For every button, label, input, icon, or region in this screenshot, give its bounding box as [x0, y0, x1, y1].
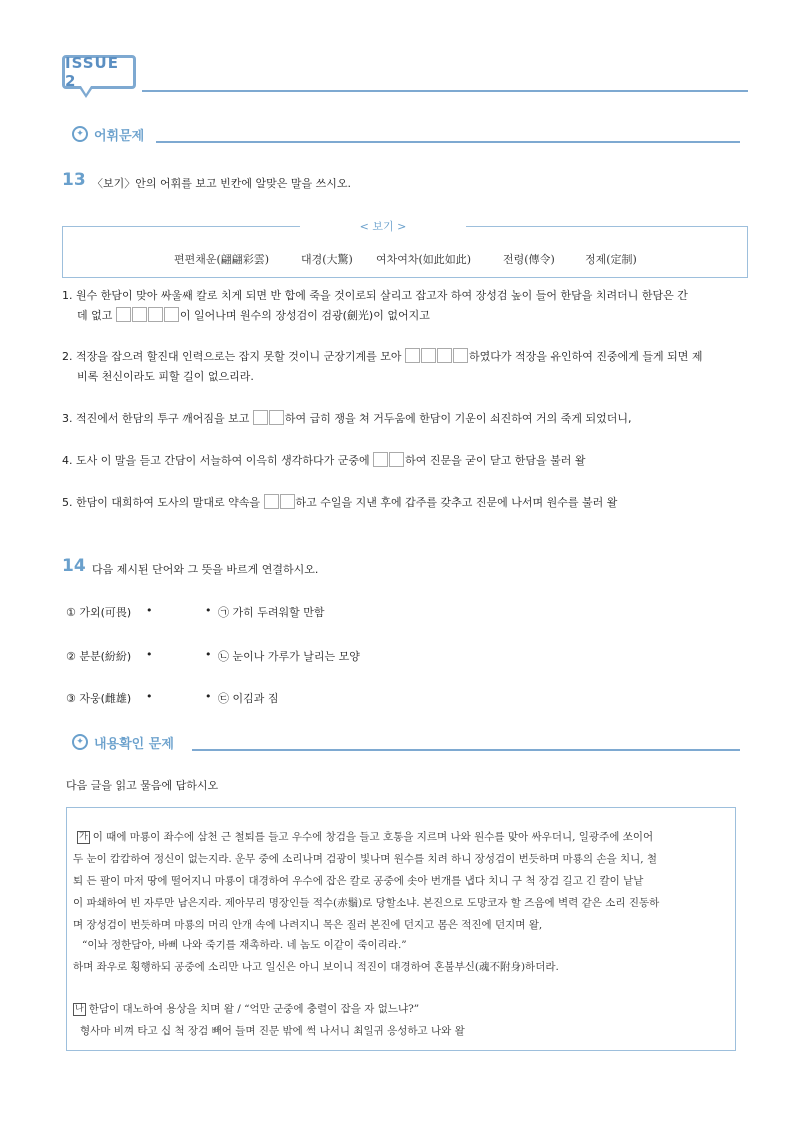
passage-line: 하며 좌우로 횡행하되 공중에 소리만 나고 일신은 아니 보이니 적진이 대경하여 혼불부신(魂不附身)하더라.	[73, 961, 559, 973]
tag-b: 나	[75, 1004, 84, 1014]
match-right-item: ㉡ 눈이나 가루가 날리는 모양	[218, 650, 360, 663]
issue-divider	[142, 90, 748, 92]
passage-line: 형사마 비껴 타고 십 척 장검 빼어 들며 진문 밖에 썩 나서니 최일귀 응성하고 나와 왈	[80, 1025, 465, 1037]
match-dot[interactable]: •	[146, 690, 153, 703]
section2-title: 내용확인 문제	[94, 737, 174, 752]
item-number: 1.	[62, 289, 73, 302]
item-number: 2.	[62, 350, 73, 363]
match-left-item: ③ 자웅(雌雄)	[66, 692, 132, 705]
answer-box[interactable]	[132, 307, 147, 322]
issue-badge	[62, 55, 136, 89]
lightbulb-icon: ✦	[72, 734, 88, 750]
item-text: 적장을 잡으려 할진대 인력으로는 잡지 못할 것이니 군장기계를 모아	[76, 350, 402, 363]
match-dot[interactable]: •	[205, 648, 212, 661]
match-right-item: ㉠ 가히 두려워할 만함	[218, 606, 325, 619]
answer-box[interactable]	[421, 348, 436, 363]
item-number: 3.	[62, 412, 73, 425]
passage-line: 이 파쇄하여 빈 자루만 남은지라. 제아무리 명장인들 적수(赤鬚)로 당할소냐. 본진으로 도망코자 할 즈음에 벽력 같은 소리 진동하	[73, 897, 660, 909]
q13-number: 13	[62, 170, 86, 190]
match-dot[interactable]: •	[205, 690, 212, 703]
q14-number: 14	[62, 556, 86, 576]
match-dot[interactable]: •	[146, 648, 153, 661]
lightbulb-icon: ✦	[72, 126, 88, 142]
answer-box[interactable]	[405, 348, 420, 363]
answer-box[interactable]	[280, 494, 295, 509]
passage-line: 나 한담이 대노하여 용상을 치며 왈 / “억만 군중에 충렬이 잡을 자 없느냐?”	[75, 1003, 420, 1015]
q13-instruction: 〈보기〉안의 어휘를 보고 빈칸에 알맞은 말을 쓰시오.	[92, 177, 351, 190]
item-number: 5.	[62, 496, 73, 509]
match-dot[interactable]: •	[205, 604, 212, 617]
passage-line: 가 이 때에 마룡이 좌수에 삼천 근 철퇴를 들고 우수에 창검을 들고 호통을 지르며 나와 원수를 맞아 싸우더니, 일광주에 쏘이어	[79, 831, 654, 843]
bogi-word: 편편채운(翩翩彩雲)	[174, 253, 270, 266]
bogi-title: < 보기 >	[300, 218, 466, 234]
section1-divider	[156, 141, 740, 143]
q13-item-4	[62, 451, 752, 471]
answer-box[interactable]	[389, 452, 404, 467]
item-text: 한담이 대희하여 도사의 말대로 약속을	[76, 496, 261, 509]
match-right-item: ㉢ 이김과 짐	[218, 692, 279, 705]
item-text: 하여 진문을 굳이 닫고 한담을 불러 왈	[405, 454, 586, 467]
item-text: 비록 천신이라도 피할 길이 없으리라.	[77, 370, 254, 383]
passage-line: 두 눈이 캄캄하여 정신이 없는지라. 운무 중에 소리나며 검광이 빛나며 원수를 치려 하니 장성검이 번듯하며 마룡의 손을 치니, 철	[73, 853, 658, 865]
section2-divider	[192, 749, 740, 751]
item-number: 4.	[62, 454, 73, 467]
q13-item-1	[62, 286, 752, 326]
answer-box[interactable]	[116, 307, 131, 322]
match-left-item: ② 분분(紛紛)	[66, 650, 132, 663]
q13-item-5	[62, 493, 752, 513]
section1-title: 어휘문제	[94, 129, 145, 144]
answer-box[interactable]	[269, 410, 284, 425]
bogi-word: 전령(傳令)	[503, 253, 555, 266]
bogi-word: 대경(大驚)	[301, 253, 353, 266]
item-text: 하여 급히 쟁을 쳐 거두움에 한담이 기운이 쇠진하여 거의 죽게 되었더니,	[284, 412, 632, 425]
match-left-item: ① 가외(可畏)	[66, 606, 132, 619]
tag-a: 가	[79, 832, 88, 842]
answer-box[interactable]	[148, 307, 163, 322]
passage-line: “이놔 정한담아, 바삐 나와 죽기를 재촉하라. 네 놈도 이같이 죽이리라.”	[82, 939, 407, 951]
item-text: 도사 이 말을 듣고 간담이 서늘하여 이윽히 생각하다가 군중에	[76, 454, 370, 467]
answer-box[interactable]	[437, 348, 452, 363]
item-text: 데 없고	[77, 309, 113, 322]
answer-box[interactable]	[253, 410, 268, 425]
item-text: 하였다가 적장을 유인하여 진중에게 들게 되면 제	[469, 350, 703, 363]
answer-box[interactable]	[264, 494, 279, 509]
answer-box[interactable]	[373, 452, 388, 467]
item-text: 원수 한담이 맞아 싸울쌔 칼로 치게 되면 반 합에 죽을 것이로되 살리고 잡고자 하여 장성검 높이 들어 한담을 치려더니 한담은 간	[76, 289, 688, 302]
answer-box[interactable]	[453, 348, 468, 363]
match-dot[interactable]: •	[146, 604, 153, 617]
issue-badge-tail-inner	[81, 86, 91, 94]
q14-instruction: 다음 제시된 단어와 그 뜻을 바르게 연결하시오.	[92, 563, 319, 576]
item-text: 이 일어나며 원수의 장성검이 검광(劍光)이 없어지고	[179, 309, 430, 322]
bogi-word: 정제(定制)	[585, 253, 637, 266]
answer-box[interactable]	[164, 307, 179, 322]
issue-label: ISSUE 2	[65, 54, 119, 90]
passage-line: 퇴 든 팔이 마저 땅에 떨어지니 마룡이 대경하여 우수에 잡은 칼로 공중에 솟아 번개를 냅다 치니 구 척 장검 길고 긴 칼이 낱낱	[73, 875, 644, 887]
passage-line: 며 장성검이 번듯하며 마룡의 머리 안개 속에 나려지니 목은 질러 본진에 던지고 몸은 적진에 던지며 왈,	[73, 919, 543, 931]
item-text: 하고 수일을 지낸 후에 갑주를 갖추고 진문에 나서며 원수를 불러 왈	[295, 496, 618, 509]
q13-item-3	[62, 409, 752, 429]
item-text: 적진에서 한담의 투구 깨어짐을 보고	[76, 412, 250, 425]
reading-instruction: 다음 글을 읽고 물음에 답하시오	[66, 779, 219, 792]
bogi-word: 여차여차(如此如此)	[376, 253, 472, 266]
q13-item-2	[62, 347, 752, 387]
